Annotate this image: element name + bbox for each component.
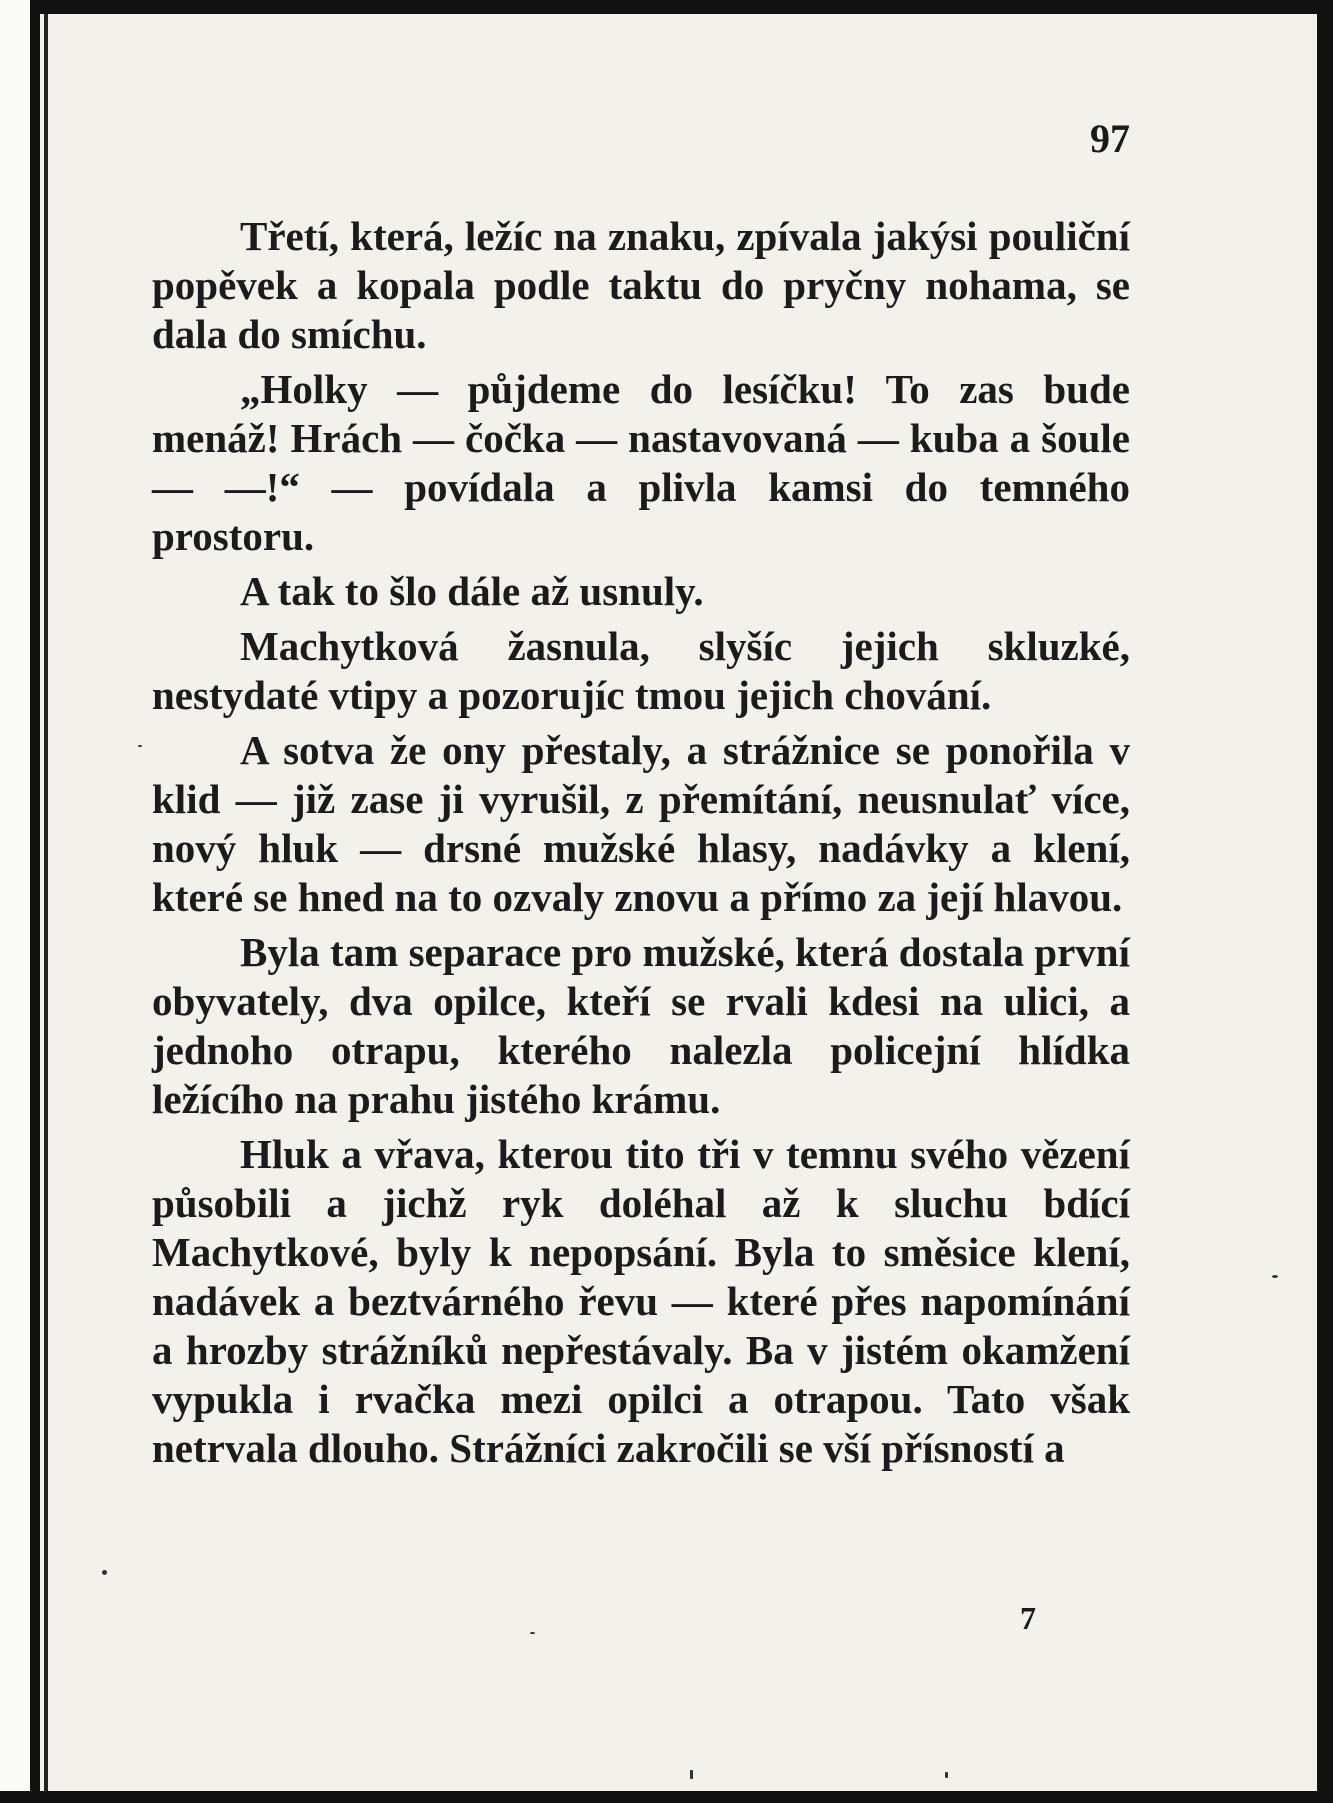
- dust-speck: [530, 1632, 535, 1634]
- paragraph: Byla tam separace pro mužské, která dostala první obyvately, dva opilce, kteří se rvali kdesi na ulici, a jednoho otrapu, kterého nalezla policejní hlídka ležícího na prahu jistého krámu.: [152, 929, 1130, 1122]
- paragraph: Třetí, která, ležíc na znaku, zpívala jakýsi pouliční popěvek a kopala podle taktu do pryčny nohama, se dala do smíchu.: [152, 213, 1130, 357]
- dust-speck: [1272, 1275, 1278, 1278]
- page-number: 97: [1090, 116, 1130, 161]
- dust-speck: [138, 745, 142, 747]
- scan-border-left-inner: [44, 14, 48, 1803]
- signature-mark: 7: [1020, 1600, 1036, 1636]
- dust-speck: [945, 1772, 948, 1778]
- scan-border-right: [1317, 0, 1333, 1803]
- paragraph: A sotva že ony přestaly, a strážnice se ponořila v klid — již zase ji vyrušil, z přemítání, neusnulať více, nový hluk — drsné mužské hlasy, nadávky a klení, které se hned na to ozvaly znovu a přímo za její hlavou.: [152, 727, 1130, 920]
- paragraph: A tak to šlo dále až usnuly.: [240, 568, 704, 614]
- body-text: [152, 212, 1130, 1473]
- dust-speck: [690, 1770, 693, 1779]
- paragraph: „Holky — půjdeme do lesíčku! To zas bude menáž! Hrách — čočka — nastavovaná — kuba a šoule — —!“ — povídala a plivla kamsi do temného prostoru.: [152, 366, 1130, 559]
- paragraph: Hluk a vřava, kterou tito tři v temnu svého vězení působili a jichž ryk doléhal až k sluchu bdící Machytkové, byly k nepopsání. Byla to směsice klení, nadávek a beztvárného řevu — které přes napomínání a hrozby strážníků nepřestávaly. Ba v jistém okamžení vypukla i rvačka mezi opilci a otrapou. Tato však netrvala dlouho. Strážníci zakročili se vší přísností a: [152, 1131, 1130, 1471]
- scan-border-top: [0, 0, 1333, 14]
- paragraph: Machytková žasnula, slyšíc jejich skluzké, nestydaté vtipy a pozorujíc tmou jejich chování.: [152, 623, 1130, 718]
- dust-speck: [102, 1570, 107, 1575]
- scan-border-left: [0, 0, 40, 1803]
- scan-border-bottom: [0, 1791, 1333, 1803]
